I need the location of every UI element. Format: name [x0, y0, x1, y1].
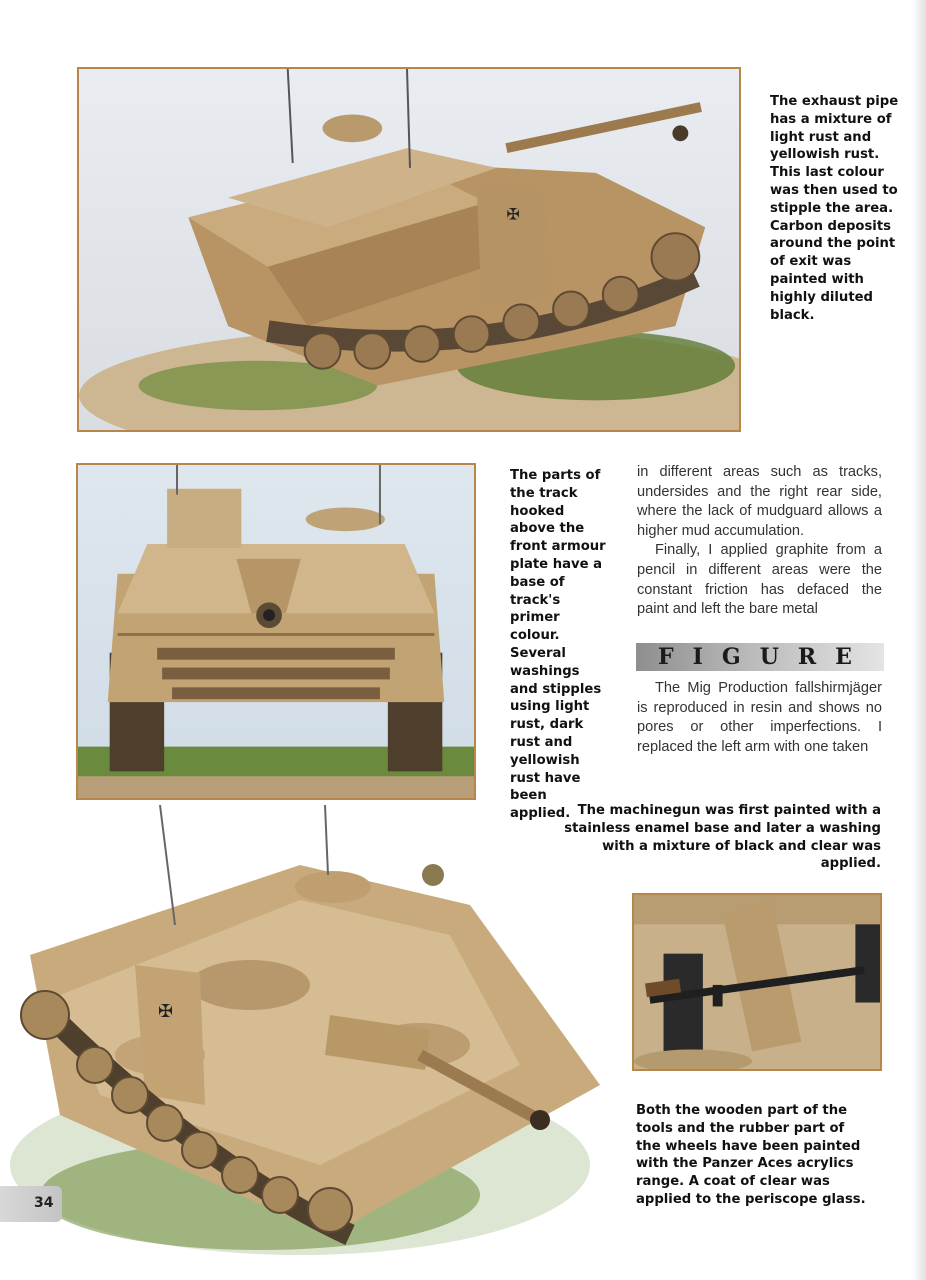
tank-rear-three-quarter-icon: [79, 69, 739, 430]
tools-caption: Both the wooden part of the tools and the rubber part of the wheels have been painted with the Panzer Aces acrylics range. A coat of clear was applied to the periscope glass.: [636, 1103, 866, 1207]
tank-front-photo: [76, 463, 476, 800]
body-text-lower: [637, 679, 882, 757]
page-number-tab: [0, 1186, 62, 1222]
svg-text:✠: ✠: [158, 1001, 174, 1022]
tank-three-quarter-icon: [0, 805, 620, 1255]
body-paragraph-2: Finally, I applied graphite from a pencil in different areas were the constant friction has defaced the paint and left the bare metal: [637, 542, 882, 618]
tank-cutout-photo: [0, 805, 620, 1255]
machinegun-caption: The machinegun was first painted with a stainless enamel base and later a washing with a mixture of black and clear was applied.: [564, 803, 881, 872]
tank-rear-photo: [77, 67, 741, 432]
body-paragraph-1: in different areas such as tracks, undersides and the right rear side, where the lack of mudguard allows a higher mud accumulation.: [637, 464, 882, 539]
page-number: 34: [34, 1195, 54, 1211]
track-caption: The parts of the track hooked above the front armour plate have a base of track's primer colour. Several washings and stipples using light rust, dark rust and yellowish rust have been applied.: [510, 468, 606, 822]
svg-text:✠: ✠: [506, 204, 520, 224]
page-edge-shadow: [912, 0, 926, 1280]
exhaust-caption: The exhaust pipe has a mixture of light rust and yellowish rust. This last colour was then used to stipple the area. Carbon deposits around the point of exit was painted with highly diluted black.: [770, 94, 899, 323]
body-text-upper: [637, 463, 882, 620]
machinegun-photo: [632, 893, 882, 1071]
tank-front-view-icon: [78, 465, 474, 798]
machinegun-closeup-icon: [634, 895, 880, 1069]
figure-heading-band: [636, 643, 884, 671]
body-paragraph-3: The Mig Production fallshirmjäger is reproduced in resin and shows no pores or other imperfections. I replaced the left arm with one taken: [637, 680, 882, 755]
figure-heading: FIGURE: [658, 644, 871, 670]
